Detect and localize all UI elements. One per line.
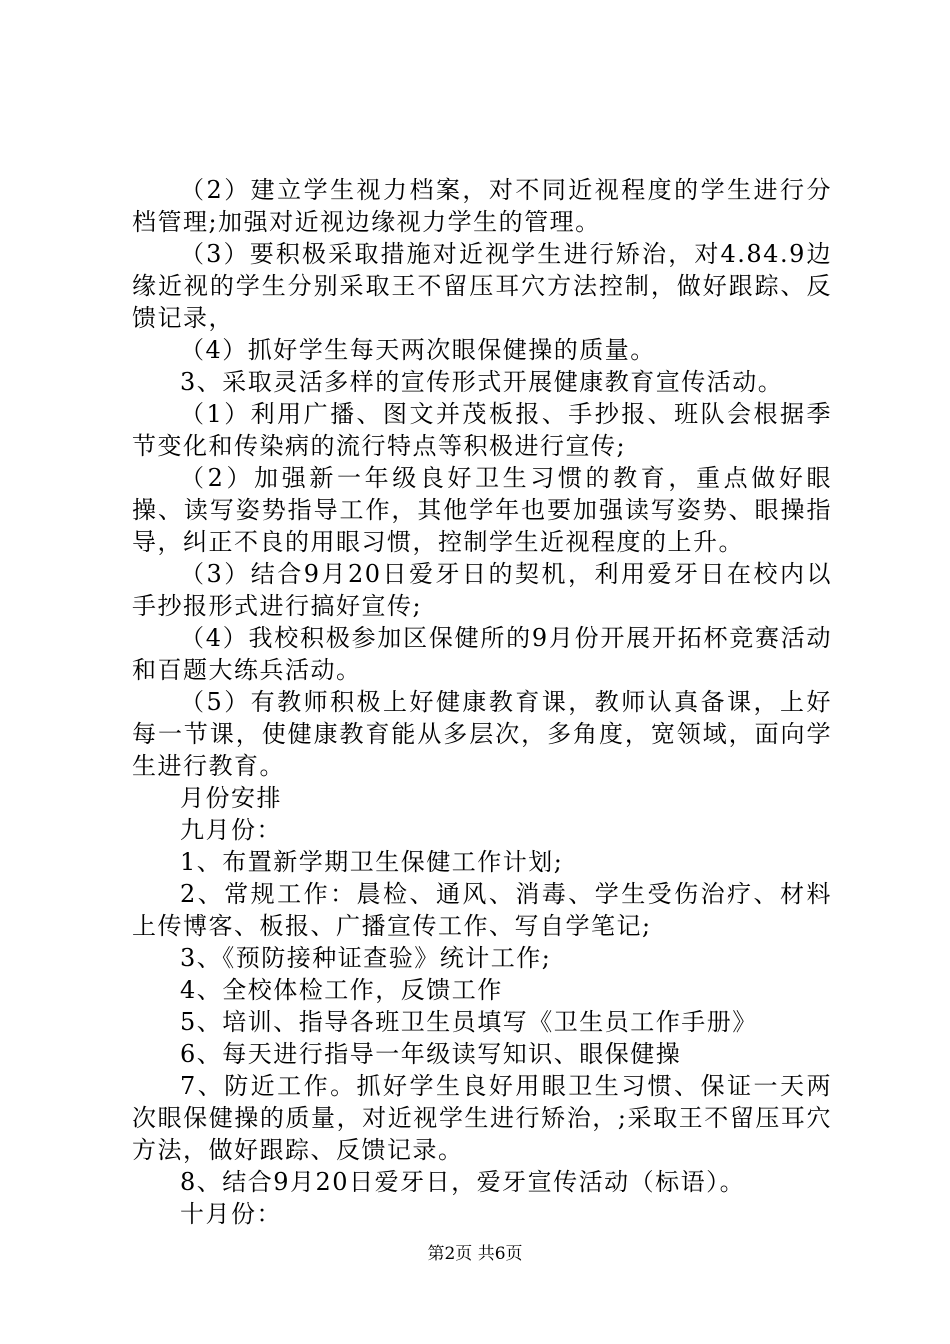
list-item: 2、常规工作：晨检、通风、消毒、学生受伤治疗、材料上传博客、板报、广播宣传工作、写自学笔记; — [132, 880, 832, 940]
paragraph: （3）结合9月20日爱牙日的契机，利用爱牙日在校内以手抄报形式进行搞好宣传; — [132, 560, 832, 620]
list-item: 6、每天进行指导一年级读写知识、眼保健操 — [180, 1040, 682, 1068]
paragraph: 3、采取灵活多样的宣传形式开展健康教育宣传活动。 — [180, 368, 784, 396]
list-item: 3、《预防接种证查验》统计工作; — [180, 944, 552, 972]
page-number-footer: 第2页 共6页 — [427, 1244, 523, 1264]
list-item: 5、培训、指导各班卫生员填写《卫生员工作手册》 — [180, 1008, 758, 1036]
paragraph: （5）有教师积极上好健康教育课，教师认真备课，上好每一节课，使健康教育能从多层次，多角度，宽领域，面向学生进行教育。 — [132, 688, 832, 780]
list-item: 8、结合9月20日爱牙日，爱牙宣传活动（标语）。 — [180, 1168, 746, 1196]
list-item: 7、防近工作。抓好学生良好用眼卫生习惯、保证一天两次眼保健操的质量，对近视学生进行矫治，;采取王不留压耳穴方法，做好跟踪、反馈记录。 — [132, 1072, 832, 1164]
month-heading: 九月份： — [180, 816, 282, 844]
paragraph: （1）利用广播、图文并茂板报、手抄报、班队会根据季节变化和传染病的流行特点等积极进行宣传; — [132, 400, 832, 460]
paragraph: （4）抓好学生每天两次眼保健操的质量。 — [180, 336, 656, 364]
month-heading: 十月份： — [180, 1200, 282, 1228]
list-item: 1、布置新学期卫生保健工作计划; — [180, 848, 564, 876]
paragraph: （4）我校积极参加区保健所的9月份开展开拓杯竞赛活动和百题大练兵活动。 — [132, 624, 832, 684]
paragraph: （2）加强新一年级良好卫生习惯的教育，重点做好眼操、读写姿势指导工作，其他学年也要加强读写姿势、眼操指导，纠正不良的用眼习惯，控制学生近视程度的上升。 — [132, 464, 832, 556]
paragraph: （3）要积极采取措施对近视学生进行矫治，对4.84.9边缘近视的学生分别采取王不留压耳穴方法控制，做好跟踪、反馈记录， — [132, 240, 832, 332]
section-heading: 月份安排 — [180, 784, 282, 812]
document-body — [132, 174, 832, 1230]
list-item: 4、全校体检工作，反馈工作 — [180, 976, 503, 1004]
paragraph: （2）建立学生视力档案，对不同近视程度的学生进行分档管理;加强对近视边缘视力学生的管理。 — [132, 176, 832, 236]
